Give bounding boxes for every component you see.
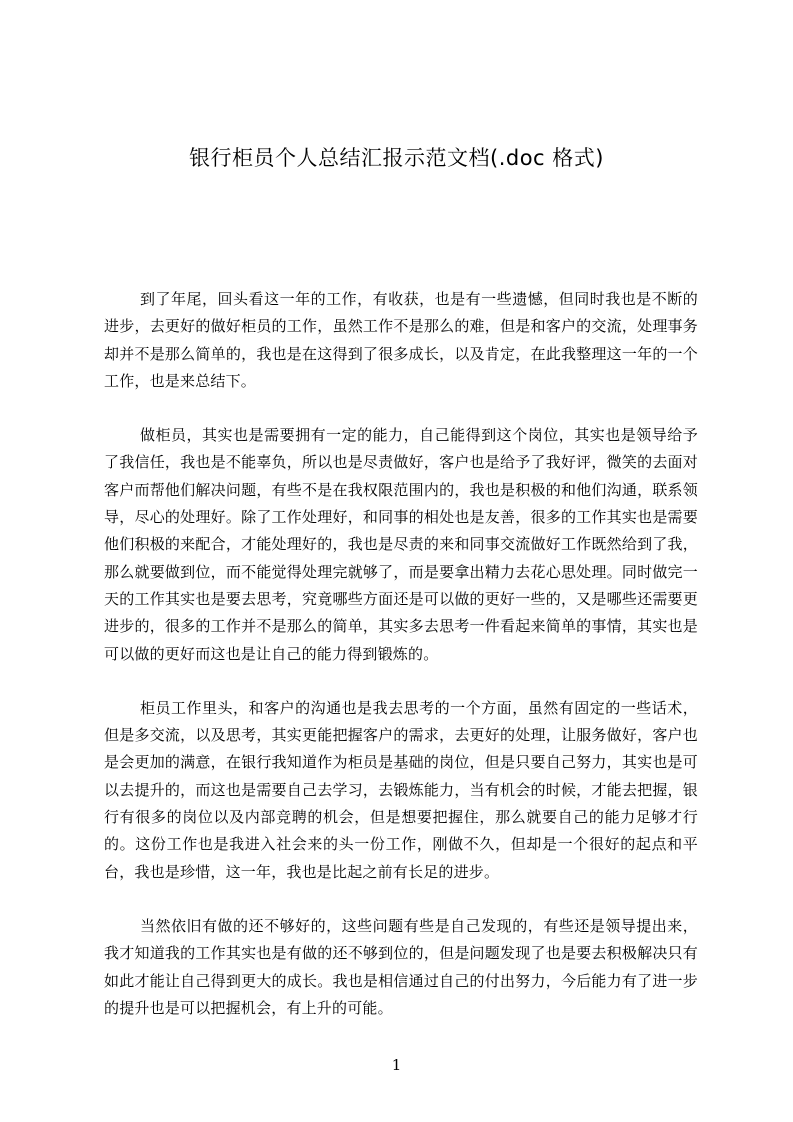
paragraph-3: 柜员工作里头，和客户的沟通也是我去思考的一个方面，虽然有固定的一些话术，但是多交流，以及思考，其实更能把握客户的需求，去更好的处理，让服务做好，客户也是会更加的满意，在银行我知道作为柜员是基础的岗位，但是只要自己努力，其实也是可以去提升的，而这也是需要自己去学习，去锻炼能力，当有机会的时候，才能去把握，银行有很多的岗位以及内部竞聘的机会，但是想要把握住，那么就要自己的能力足够才行的。这份工作也是我进入社会来的头一份工作，刚做不久，但却是一个很好的起点和平台，我也是珍惜，这一年，我也是比起之前有长足的进步。 — [104, 698, 698, 881]
document-body — [104, 286, 698, 1049]
document-title: 银行柜员个人总结汇报示范文档(.doc 格式) — [189, 146, 604, 170]
paragraph-1: 到了年尾，回头看这一年的工作，有收获，也是有一些遗憾，但同时我也是不断的进步，去更好的做好柜员的工作，虽然工作不是那么的难，但是和客户的交流，处理事务却并不是那么简单的，我也是在这得到了很多成长，以及肯定，在此我整理这一年的一个工作，也是来总结下。 — [104, 290, 698, 390]
paragraph-4: 当然依旧有做的还不够好的，这些问题有些是自己发现的，有些还是领导提出来，我才知道我的工作其实也是有做的还不够到位的，但是问题发现了也是要去积极解决只有如此才能让自己得到更大的成长。我也是相信通过自己的付出努力，今后能力有了进一步的提升也是可以把握机会，有上升的可能。 — [104, 916, 698, 1017]
paragraph-2: 做柜员，其实也是需要拥有一定的能力，自己能得到这个岗位，其实也是领导给予了我信任，我也是不能辜负，所以也是尽责做好，客户也是给予了我好评，微笑的去面对客户而帮他们解决问题，有些不是在我权限范围内的，我也是积极的和他们沟通，联系领导，尽心的处理好。除了工作处理好，和同事的相处也是友善，很多的工作其实也是需要他们积极的来配合，才能处理好的，我也是尽责的来和同事交流做好工作既然给到了我，那么就要做到位，而不能觉得处理完就够了，而是要拿出精力去花心思处理。同时做完一天的工作其实也是要去思考，究竟哪些方面还是可以做的更好一些的，又是哪些还需要更进步的，很多的工作并不是那么的简单，其实多去思考一件看起来简单的事情，其实也是可以做的更好而这也是让自己的能力得到锻炼的。 — [104, 426, 698, 663]
page-number: 1 — [391, 1056, 402, 1074]
